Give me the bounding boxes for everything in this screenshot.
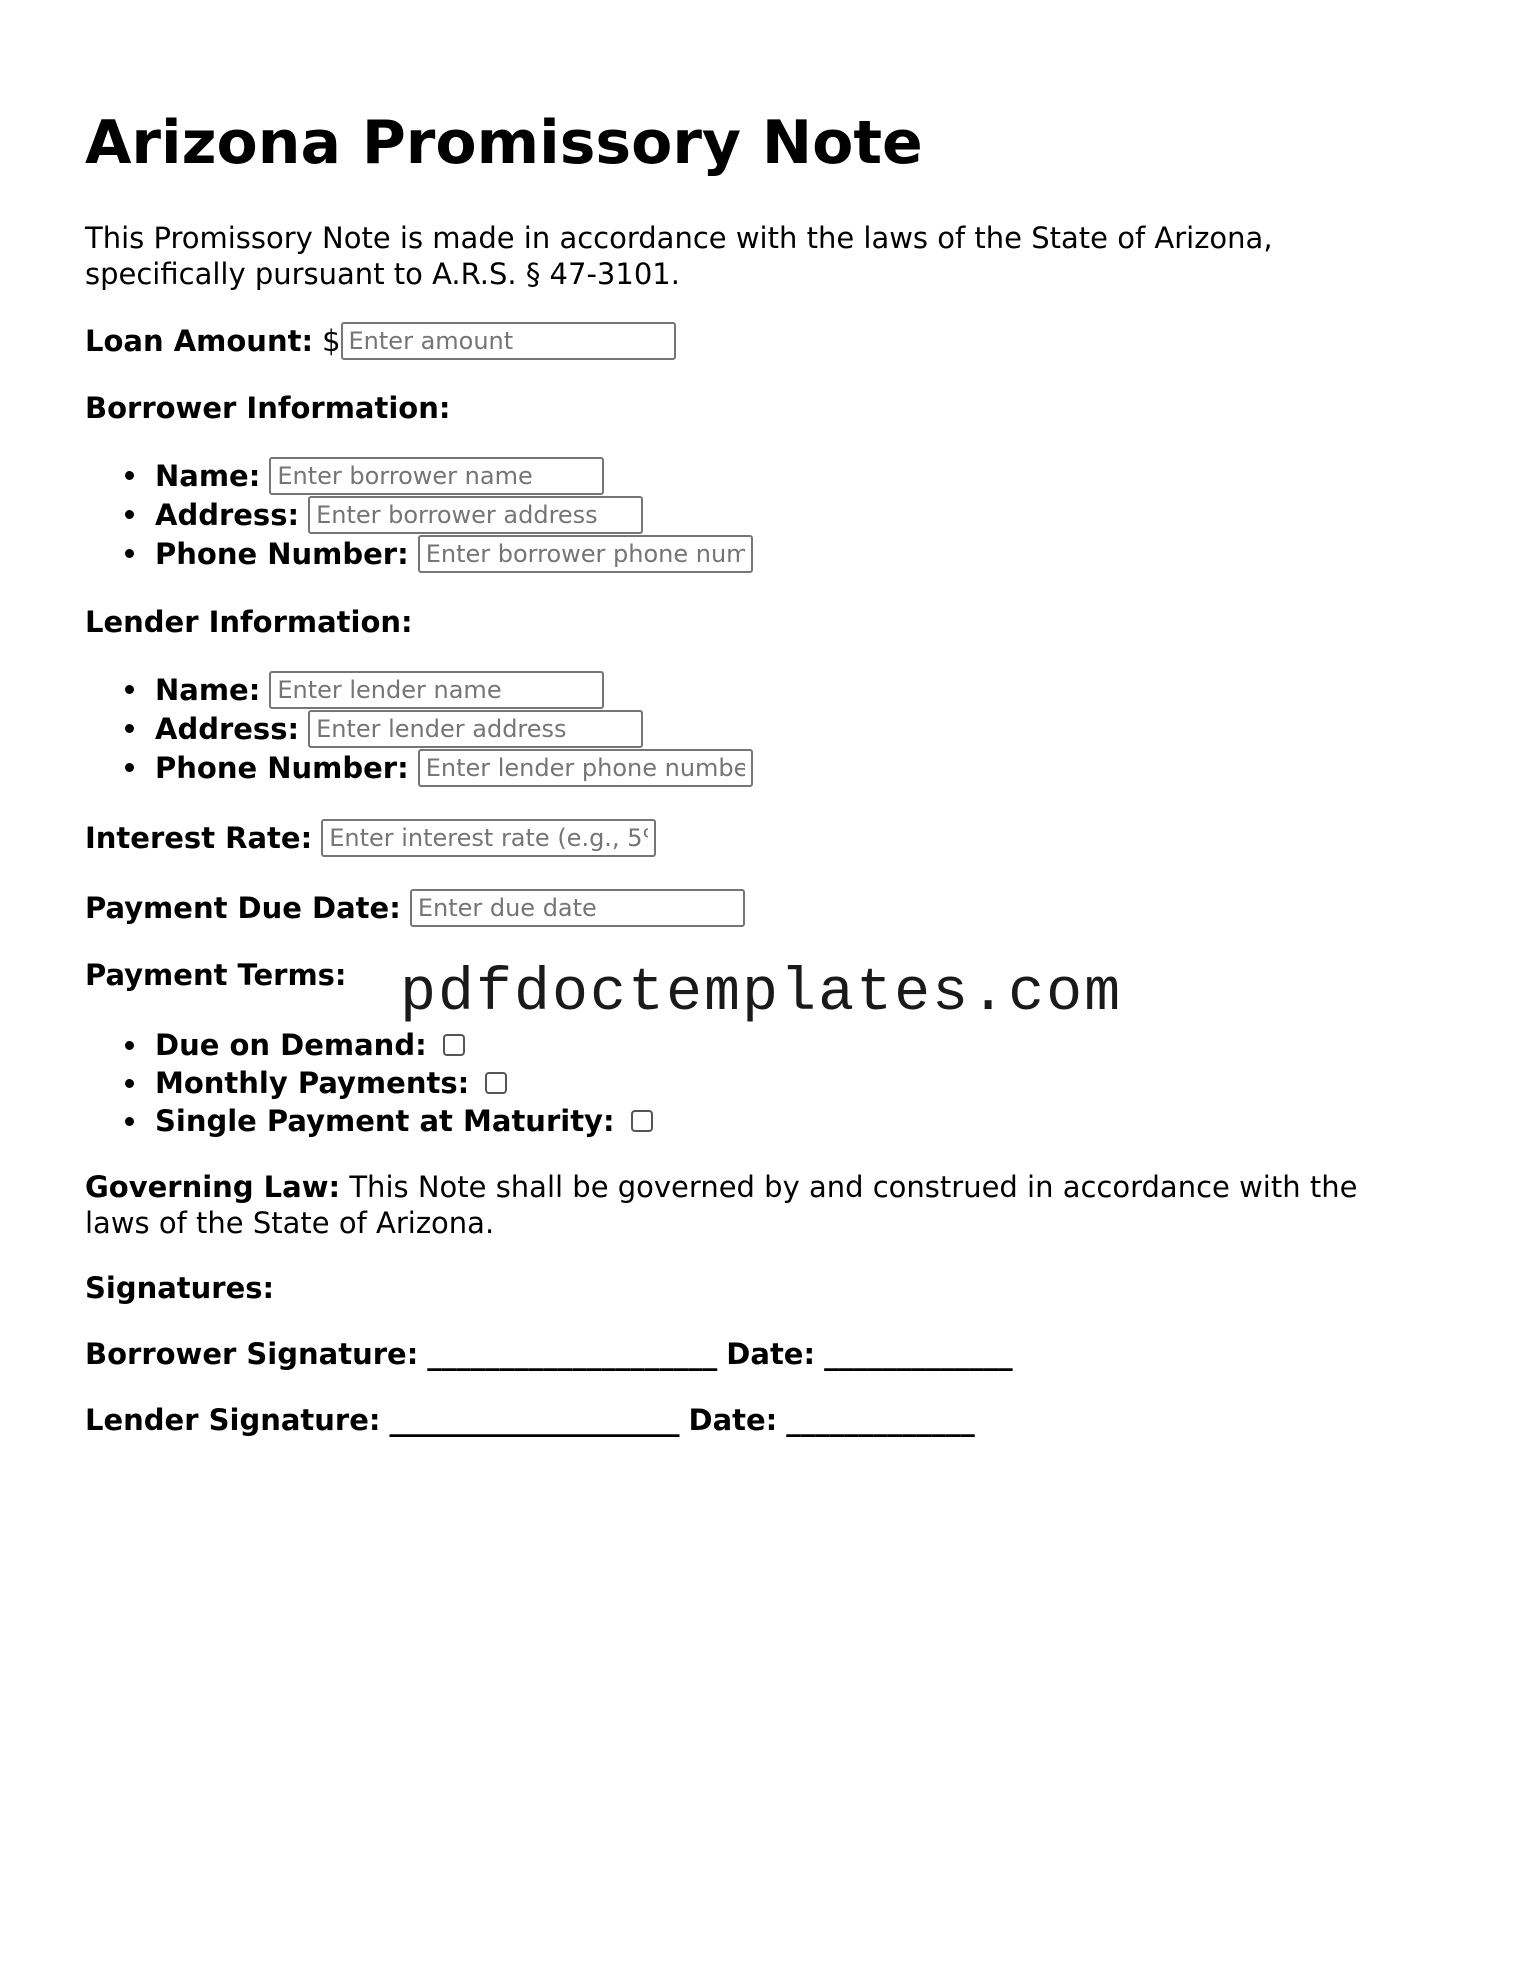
signatures-heading: Signatures: <box>85 1271 275 1305</box>
monthly-payments-checkbox[interactable] <box>485 1072 507 1094</box>
payment-option-label: Monthly Payments: <box>155 1066 470 1100</box>
payment-option-due-on-demand <box>155 1026 653 1064</box>
governing-law-label: Governing Law: <box>85 1170 341 1204</box>
lender-heading-row <box>85 604 413 640</box>
due-date-input[interactable] <box>410 889 745 927</box>
borrower-address-item <box>155 495 753 534</box>
borrower-name-label: Name: <box>155 458 261 493</box>
lender-address-input[interactable] <box>308 710 643 748</box>
borrower-signature-label: Borrower Signature: <box>85 1337 419 1371</box>
payment-terms-heading: Payment Terms: <box>85 958 347 992</box>
loan-amount-label: Loan Amount: <box>85 324 314 358</box>
payment-terms-list <box>155 1026 653 1140</box>
lender-date-line[interactable]: _____________ <box>786 1403 975 1437</box>
watermark-text: pdfdoctemplates.com <box>400 960 1123 1028</box>
lender-name-label: Name: <box>155 672 261 707</box>
payment-terms-row <box>85 957 347 993</box>
borrower-signature-line[interactable]: ____________________ <box>427 1337 718 1371</box>
governing-law-text: This Note shall be governed by and construed in accordance with the laws of the State of Arizona. <box>85 1170 1358 1240</box>
borrower-date-line[interactable]: _____________ <box>824 1337 1013 1371</box>
payment-option-monthly <box>155 1064 653 1102</box>
borrower-name-input[interactable] <box>269 457 604 495</box>
single-payment-checkbox[interactable] <box>631 1110 653 1132</box>
borrower-info-list <box>155 456 753 573</box>
borrower-heading-row <box>85 390 450 426</box>
borrower-phone-item <box>155 534 753 573</box>
lender-name-item <box>155 670 753 709</box>
payment-option-label: Due on Demand: <box>155 1028 427 1062</box>
governing-law-paragraph <box>85 1169 1425 1241</box>
lender-heading: Lender Information: <box>85 605 413 639</box>
page-title: Arizona Promissory Note <box>85 108 923 178</box>
due-date-label: Payment Due Date: <box>85 891 401 925</box>
loan-amount-input[interactable] <box>341 322 676 360</box>
borrower-phone-input[interactable] <box>418 535 753 573</box>
interest-rate-row <box>85 819 656 857</box>
currency-symbol: $ <box>322 324 341 358</box>
lender-address-label: Address: <box>155 711 300 746</box>
due-on-demand-checkbox[interactable] <box>443 1034 465 1056</box>
lender-name-input[interactable] <box>269 671 604 709</box>
lender-phone-input[interactable] <box>418 749 753 787</box>
borrower-heading: Borrower Information: <box>85 391 451 425</box>
payment-option-single-maturity <box>155 1102 653 1140</box>
borrower-date-label: Date: <box>726 1337 816 1371</box>
borrower-phone-label: Phone Number: <box>155 536 409 571</box>
lender-phone-item <box>155 748 753 787</box>
borrower-name-item <box>155 456 753 495</box>
lender-info-list <box>155 670 753 787</box>
loan-amount-row <box>85 322 676 360</box>
borrower-address-input[interactable] <box>308 496 643 534</box>
lender-signature-row <box>85 1402 975 1438</box>
lender-phone-label: Phone Number: <box>155 750 409 785</box>
borrower-signature-row <box>85 1336 1013 1372</box>
lender-signature-label: Lender Signature: <box>85 1403 381 1437</box>
lender-address-item <box>155 709 753 748</box>
intro-paragraph: This Promissory Note is made in accordance with the laws of the State of Arizona, specifically pursuant to A.R.S. § 47-3101. <box>85 221 1273 291</box>
lender-signature-line[interactable]: ____________________ <box>389 1403 680 1437</box>
payment-option-label: Single Payment at Maturity: <box>155 1104 615 1138</box>
lender-date-label: Date: <box>688 1403 778 1437</box>
borrower-address-label: Address: <box>155 497 300 532</box>
due-date-row <box>85 889 745 927</box>
interest-rate-input[interactable] <box>321 819 656 857</box>
signatures-heading-row <box>85 1270 274 1306</box>
interest-rate-label: Interest Rate: <box>85 821 313 855</box>
